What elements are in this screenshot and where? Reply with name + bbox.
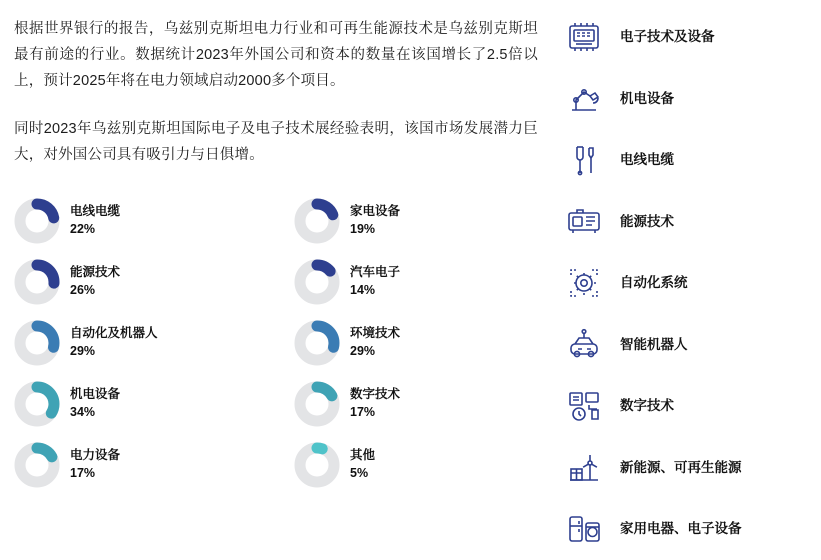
renewable-energy-icon: [562, 445, 606, 489]
donut-item: [294, 312, 534, 373]
donut-label: 数字技术: [350, 387, 401, 401]
donut-chart: [14, 381, 60, 427]
category-item[interactable]: [562, 437, 815, 499]
donut-svg: [14, 442, 60, 488]
automation-gear-icon: [562, 261, 606, 305]
category-item[interactable]: [562, 191, 815, 253]
donut-value: 22%: [70, 222, 96, 236]
donut-text-block: [70, 448, 120, 481]
donut-value: 14%: [350, 283, 376, 297]
category-label: 新能源、可再生能源: [620, 459, 742, 475]
category-label: 家用电器、电子设备: [620, 521, 742, 537]
circuit-board-icon: [562, 15, 606, 59]
intro-paragraph-1: 根据世界银行的报告，乌兹别克斯坦电力行业和可再生能源技术是乌兹别克斯坦最有前途的行业。数据统计2023年外国公司和资本的数量在该国增长了2.5倍以上，预计2025年将在电力领域启动2000多个项目。: [14, 21, 538, 89]
donut-value: 26%: [70, 283, 96, 297]
category-item[interactable]: [562, 6, 815, 68]
donut-text-block: [350, 326, 400, 359]
donut-chart: [294, 320, 340, 366]
donut-svg: [294, 381, 340, 427]
donut-chart: [294, 259, 340, 305]
donut-item: [14, 190, 294, 251]
donut-svg: [14, 320, 60, 366]
donut-value: 19%: [350, 222, 376, 236]
donut-text-block: [70, 265, 120, 298]
donut-item: [14, 251, 294, 312]
donut-label: 其他: [350, 448, 376, 462]
donut-label: 汽车电子: [350, 265, 401, 279]
donut-chart-grid: [14, 190, 538, 495]
donut-chart: [14, 320, 60, 366]
donut-chart: [294, 442, 340, 488]
donut-svg: [294, 442, 340, 488]
donut-svg: [294, 320, 340, 366]
category-item[interactable]: [562, 498, 815, 560]
donut-svg: [14, 198, 60, 244]
donut-value: 29%: [350, 344, 376, 358]
donut-label: 环境技术: [350, 326, 401, 340]
category-item[interactable]: [562, 375, 815, 437]
donut-label: 能源技术: [70, 265, 121, 279]
category-item[interactable]: [562, 314, 815, 376]
digital-chip-icon: [562, 384, 606, 428]
donut-svg: [14, 259, 60, 305]
category-label: 机电设备: [620, 90, 674, 106]
donut-text-block: [350, 387, 400, 420]
donut-item: [14, 434, 294, 495]
donut-chart: [294, 198, 340, 244]
donut-label: 自动化及机器人: [70, 326, 158, 340]
donut-label: 机电设备: [70, 387, 121, 401]
donut-label: 电力设备: [70, 448, 121, 462]
donut-label: 家电设备: [350, 204, 401, 218]
donut-text-block: [70, 387, 120, 420]
donut-item: [294, 434, 534, 495]
category-item[interactable]: [562, 68, 815, 130]
category-label: 电线电缆: [620, 152, 674, 168]
generator-icon: [562, 199, 606, 243]
category-item[interactable]: [562, 129, 815, 191]
donut-item: [294, 373, 534, 434]
donut-item: [14, 373, 294, 434]
donut-label: 电线电缆: [70, 204, 121, 218]
donut-svg: [294, 259, 340, 305]
donut-value: 17%: [70, 466, 96, 480]
donut-value: 17%: [350, 405, 376, 419]
robotic-arm-icon: [562, 76, 606, 120]
donut-text-block: [350, 265, 400, 298]
category-label: 能源技术: [620, 213, 674, 229]
category-label: 自动化系统: [620, 275, 688, 291]
intro-paragraph-2: 同时2023年乌兹别克斯坦国际电子及电子技术展经验表明，该国市场发展潜力巨大，对外国公司具有吸引力与日俱增。: [14, 121, 538, 163]
donut-item: [294, 190, 534, 251]
donut-chart: [14, 259, 60, 305]
smart-robot-icon: [562, 322, 606, 366]
category-item[interactable]: [562, 252, 815, 314]
donut-value: 34%: [70, 405, 96, 419]
category-label: 数字技术: [620, 398, 674, 414]
donut-chart: [294, 381, 340, 427]
donut-value: 5%: [350, 466, 369, 480]
donut-svg: [14, 381, 60, 427]
donut-text-block: [350, 204, 400, 237]
donut-item: [294, 251, 534, 312]
donut-chart: [14, 198, 60, 244]
category-label: 电子技术及设备: [620, 29, 715, 45]
category-label: 智能机器人: [620, 336, 688, 352]
donut-text-block: [350, 448, 375, 481]
donut-chart: [14, 442, 60, 488]
cable-tools-icon: [562, 138, 606, 182]
donut-text-block: [70, 326, 158, 359]
donut-value: 29%: [70, 344, 96, 358]
donut-text-block: [70, 204, 120, 237]
category-list-panel: [552, 0, 821, 554]
donut-item: [14, 312, 294, 373]
home-appliance-icon: [562, 507, 606, 551]
donut-svg: [294, 198, 340, 244]
